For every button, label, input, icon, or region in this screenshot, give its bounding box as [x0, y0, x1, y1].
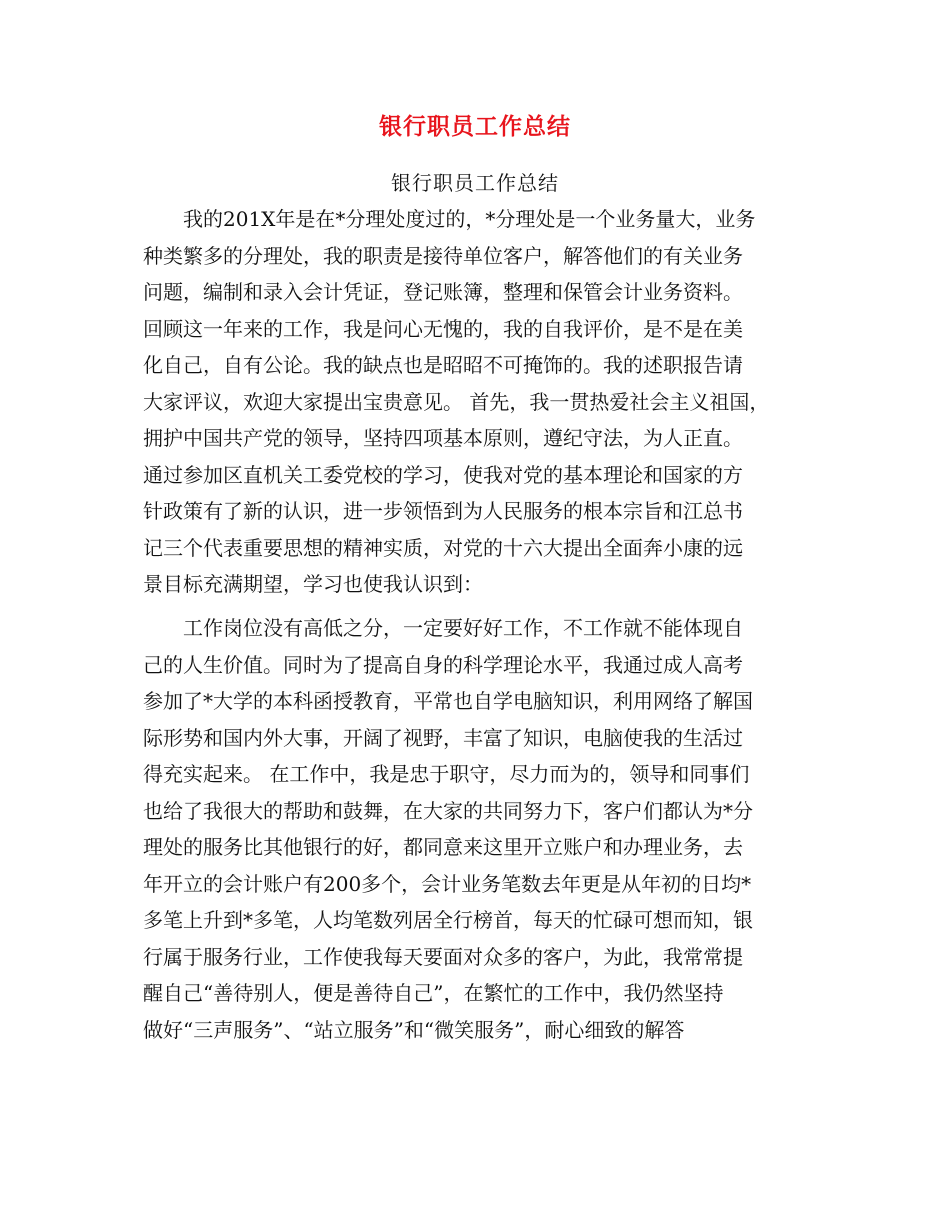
text-line: 年开立的会计账户有200多个，会计业务笔数去年更是从年初的日均*: [143, 871, 752, 896]
text-line: 做好“三声服务”、“站立服务”和“微笑服务”，耐心细致的解答: [143, 1017, 685, 1042]
text-line: 大家评议，欢迎大家提出宝贵意见。 首先，我一贯热爱社会主义祖国，: [143, 389, 770, 414]
text-line: 也给了我很大的帮助和鼓舞，在大家的共同努力下，客户们都认为*分: [143, 798, 753, 823]
text-line: 针政策有了新的认识，进一步领悟到为人民服务的根本宗旨和江总书: [143, 499, 743, 523]
text-line: 工作岗位没有高低之分，一定要好好工作，不工作就不能体现自: [143, 616, 743, 640]
text-line: 拥护中国共产党的领导，坚持四项基本原则，遵纪守法，为人正直。: [143, 426, 743, 450]
text-line: 我的201X年是在*分理处度过的，*分理处是一个业务量大，业务: [143, 207, 756, 231]
text-line: 回顾这一年来的工作，我是问心无愧的，我的自我评价，是不是在美: [143, 316, 743, 341]
document-subtitle: 银行职员工作总结: [391, 171, 559, 195]
text-line: 景目标充满期望，学习也使我认识到：: [143, 572, 483, 596]
text-line: 化自己，自有公论。我的缺点也是昭昭不可掩饰的。我的述职报告请: [143, 353, 743, 377]
text-line: 多笔上升到*多笔，人均笔数列居全行榜首，每天的忙碌可想而知，银: [143, 908, 753, 932]
text-line: 醒自己“善待别人，便是善待自己”，在繁忙的工作中，我仍然坚持: [143, 981, 724, 1005]
text-line: 际形势和国内外大事，开阔了视野，丰富了知识，电脑使我的生活过: [143, 725, 743, 750]
text-line: 种类繁多的分理处，我的职责是接待单位客户，解答他们的有关业务: [143, 243, 743, 268]
text-line: 己的人生价值。同时为了提高自身的科学理论水平，我通过成人高考: [143, 652, 743, 677]
paragraph-1: [143, 201, 813, 603]
paragraph-2: [143, 610, 813, 1048]
text-line: 得充实起来。 在工作中，我是忠于职守，尽力而为的，领导和同事们: [143, 762, 750, 786]
document-title: 银行职员工作总结: [379, 114, 571, 140]
text-line: 问题，编制和录入会计凭证，登记账簿，整理和保管会计业务资料。: [143, 280, 743, 304]
text-line: 参加了*大学的本科函授教育，平常也自学电脑知识，利用网络了解国: [143, 689, 753, 713]
text-line: 理处的服务比其他银行的好，都同意来这里开立账户和办理业务，去: [143, 835, 743, 859]
text-line: 记三个代表重要思想的精神实质，对党的十六大提出全面奔小康的远: [143, 535, 743, 560]
text-line: 通过参加区直机关工委党校的学习，使我对党的基本理论和国家的方: [143, 462, 743, 487]
text-line: 行属于服务行业，工作使我每天要面对众多的客户，为此，我常常提: [143, 944, 743, 969]
